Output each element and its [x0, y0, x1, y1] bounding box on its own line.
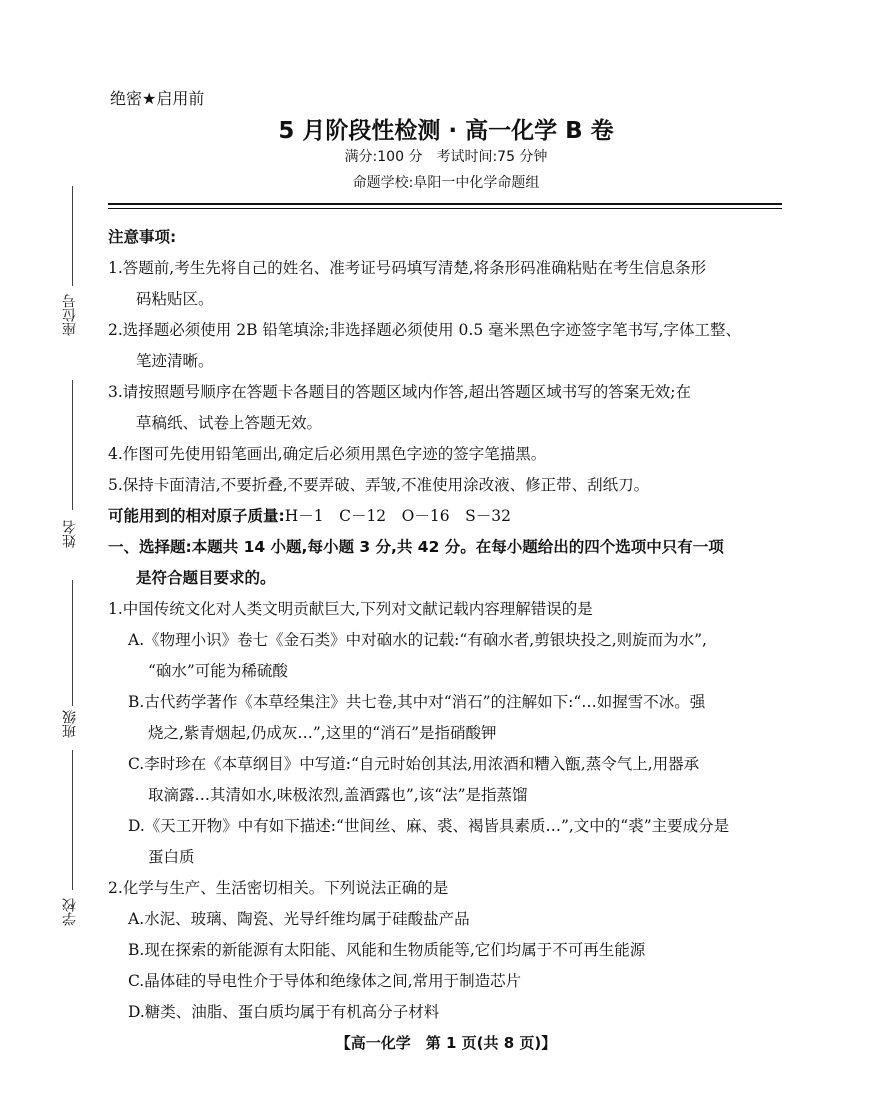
question-1-option-d: D.《天工开物》中有如下描述:“世间丝、麻、裘、褐皆具素质…”,文中的“裘”主要成分是	[128, 817, 730, 835]
question-2-option-c: C.晶体硅的导电性介于导体和绝缘体之间,常用于制造芯片	[128, 972, 522, 990]
header-rule-thin	[108, 208, 782, 209]
question-1-option-a-cont: “硇水”可能为稀硫酸	[148, 662, 288, 680]
notes-title: 注意事项:	[108, 228, 177, 246]
atomic-mass-label: 可能用到的相对原子质量:	[108, 507, 285, 525]
school-info: 命题学校:阜阳一中化学命题组	[352, 175, 540, 191]
page-title: 5 月阶段性检测 · 高一化学 B 卷	[278, 118, 614, 144]
note-5: 5.保持卡面清洁,不要折叠,不要弄破、弄皱,不准使用涂改液、修正带、刮纸刀。	[108, 476, 650, 494]
atomic-mass	[108, 501, 788, 532]
question-1-option-b-cont: 烧之,紫青烟起,仍成灰…”,这里的“消石”是指硝酸钾	[148, 724, 497, 742]
question-1-option-c: C.李时珍在《本草纲目》中写道:“自元时始创其法,用浓酒和糟入甑,蒸令气上,用器承	[128, 755, 700, 773]
note-2-cont: 笔迹清晰。	[136, 352, 214, 370]
seat-label: 座位号	[60, 290, 84, 340]
school-label: 学校	[60, 894, 84, 930]
note-1-cont: 码粘贴区。	[136, 290, 214, 308]
class-label: 班级	[60, 706, 84, 742]
question-1-stem: 1.中国传统文化对人类文明贡献巨大,下列对文献记载内容理解错误的是	[108, 600, 593, 618]
note-2: 2.选择题必须使用 2B 铅笔填涂;非选择题必须使用 0.5 毫米黑色字迹签字笔书写,字体工整、	[108, 321, 742, 339]
score-time: 满分:100 分 考试时间:75 分钟	[344, 149, 548, 165]
note-3-cont: 草稿纸、试卷上答题无效。	[136, 414, 323, 432]
exam-content	[108, 222, 788, 1028]
question-1-option-d-cont: 蛋白质	[148, 848, 195, 866]
note-3: 3.请按照题号顺序在答题卡各题目的答题区域内作答,超出答题区域书写的答案无效;在	[108, 383, 691, 401]
secret-mark: 绝密★启用前	[110, 89, 205, 108]
atomic-mass-values: H－1 C－12 O－16 S－32	[284, 507, 511, 525]
note-1: 1.答题前,考生先将自己的姓名、准考证号码填写清楚,将条形码准确粘贴在考生信息条形	[108, 259, 707, 277]
question-2-option-b: B.现在探索的新能源有太阳能、风能和生物质能等,它们均属于不可再生能源	[128, 941, 646, 959]
question-1-option-c-cont: 取滴露…其清如水,味极浓烈,盖酒露也”,该“法”是指蒸馏	[148, 786, 528, 804]
page-footer: 【高一化学 第 1 页(共 8 页)】	[335, 1034, 557, 1052]
section-1-heading: 一、选择题:本题共 14 小题,每小题 3 分,共 42 分。在每小题给出的四个选项中只有一项	[108, 538, 724, 556]
section-1-heading-cont: 是符合题目要求的。	[136, 569, 276, 587]
binding-line	[72, 580, 73, 710]
binding-line	[72, 186, 73, 286]
binding-strip	[52, 180, 92, 960]
binding-line	[72, 750, 73, 890]
question-2-stem: 2.化学与生产、生活密切相关。下列说法正确的是	[108, 879, 449, 897]
binding-line	[72, 380, 73, 510]
question-1-option-b: B.古代药学著作《本草经集注》共七卷,其中对“消石”的注解如下:“…如握雪不冰。强	[128, 693, 706, 711]
question-2-option-a: A.水泥、玻璃、陶瓷、光导纤维均属于硅酸盐产品	[128, 910, 470, 928]
note-4: 4.作图可先使用铅笔画出,确定后必须用黑色字迹的签字笔描黑。	[108, 445, 547, 463]
question-1-option-a: A.《物理小识》卷七《金石类》中对硇水的记载:“有硇水者,剪银块投之,则旋而为水”,	[128, 631, 707, 649]
header-rule-thick	[108, 203, 782, 205]
name-label: 姓名	[60, 516, 84, 552]
question-2-option-d: D.糖类、油脂、蛋白质均属于有机高分子材料	[128, 1003, 440, 1021]
